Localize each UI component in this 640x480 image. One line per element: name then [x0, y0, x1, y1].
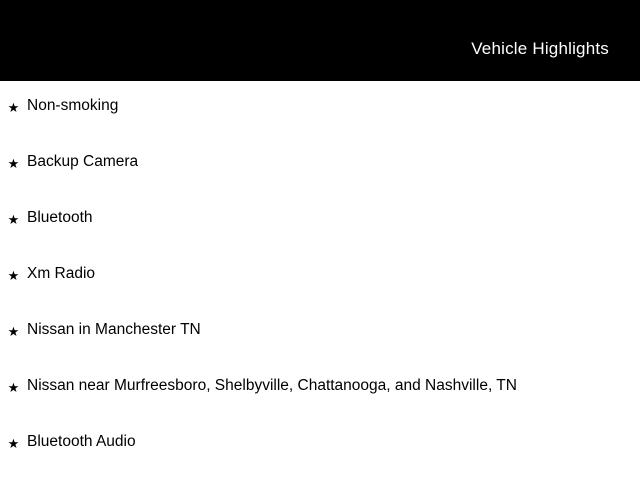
star-icon: ★	[7, 156, 20, 171]
highlight-label: Xm Radio	[27, 265, 96, 282]
star-icon: ★	[7, 268, 20, 283]
highlight-label: Bluetooth	[27, 209, 93, 226]
list-item	[0, 417, 640, 473]
list-item	[0, 361, 640, 417]
highlight-label: Backup Camera	[27, 153, 139, 170]
star-icon: ★	[7, 436, 20, 451]
highlights-list	[0, 81, 640, 473]
list-item	[0, 249, 640, 305]
star-icon: ★	[7, 324, 20, 339]
star-icon: ★	[7, 212, 20, 227]
list-item	[0, 305, 640, 361]
highlight-label: Non-smoking	[27, 97, 119, 114]
highlight-label: Bluetooth Audio	[27, 433, 136, 450]
page-title: Vehicle Highlights	[471, 38, 609, 58]
star-icon: ★	[7, 100, 20, 115]
highlight-label: Nissan near Murfreesboro, Shelbyville, Chattanooga, and Nashville, TN	[27, 377, 517, 394]
list-item	[0, 81, 640, 137]
highlight-label: Nissan in Manchester TN	[27, 321, 201, 338]
page-header	[0, 0, 640, 81]
list-item	[0, 137, 640, 193]
list-item	[0, 193, 640, 249]
star-icon: ★	[7, 380, 20, 395]
